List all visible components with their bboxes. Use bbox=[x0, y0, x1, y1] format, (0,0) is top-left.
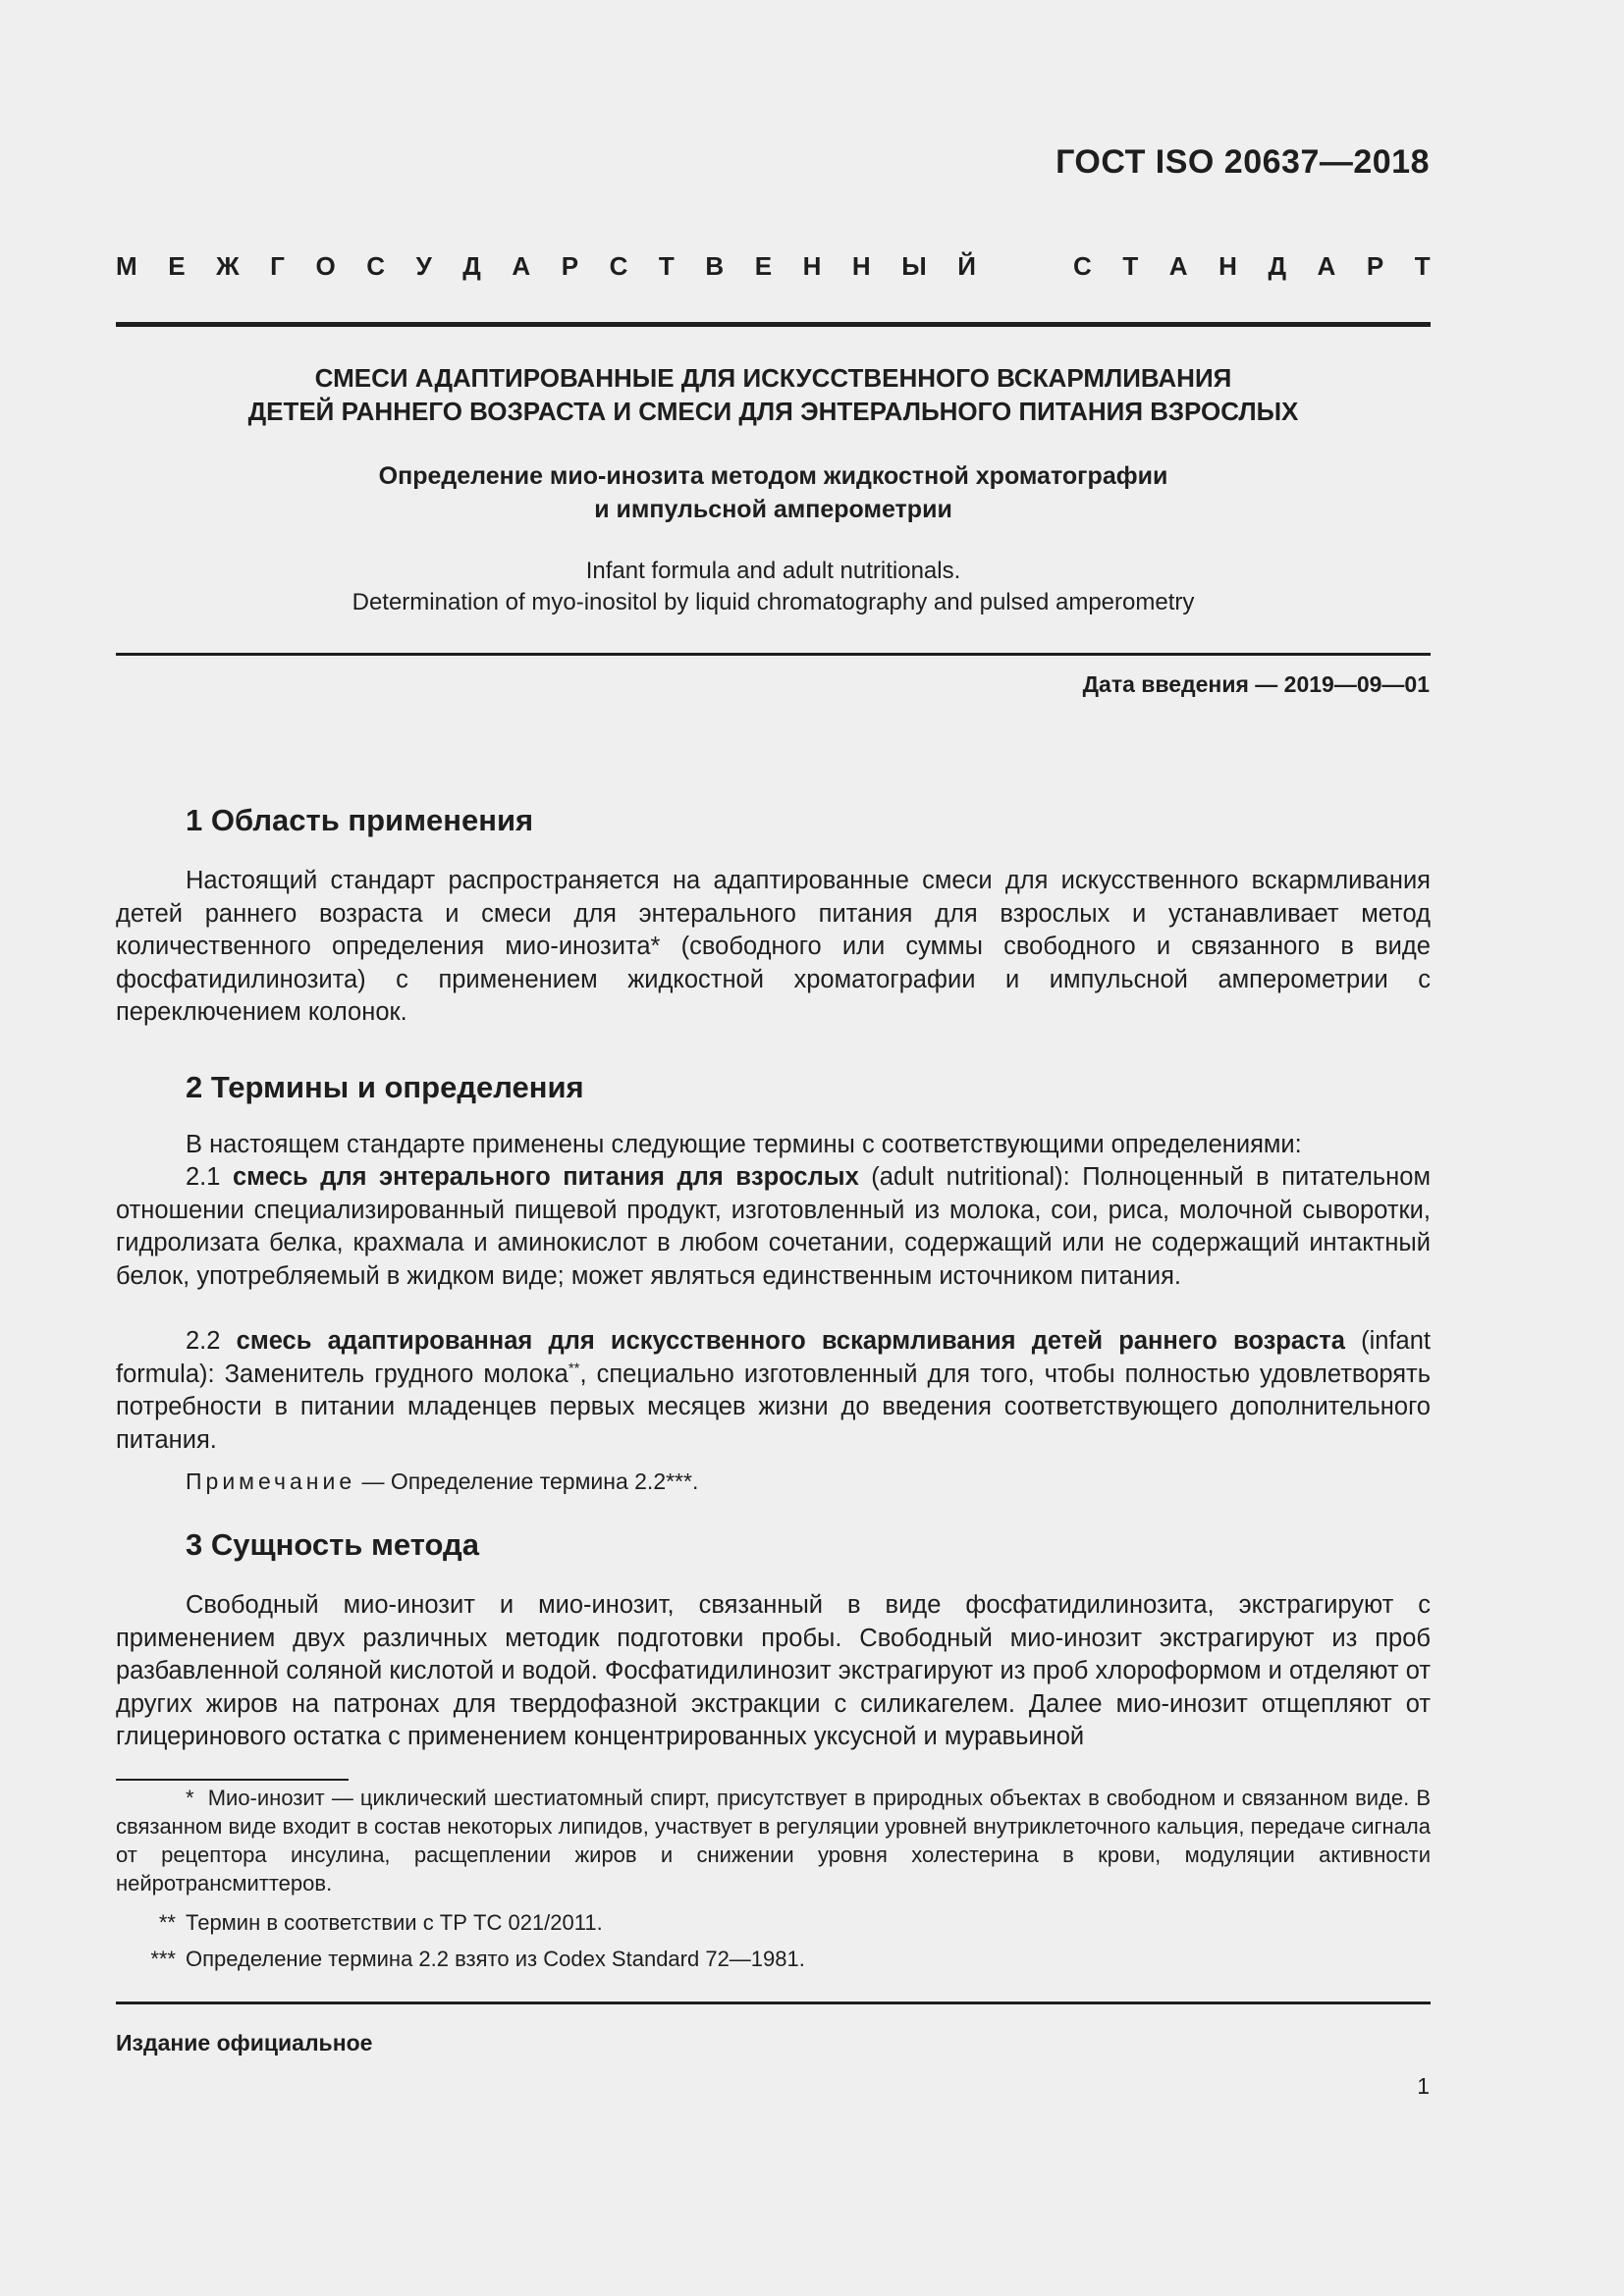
edition-label: Издание официальное bbox=[116, 2030, 373, 2056]
note-text: — Определение термина 2.2***. bbox=[355, 1468, 699, 1494]
interstate_word1-letter: Е bbox=[754, 251, 773, 281]
main-title bbox=[116, 361, 1431, 428]
interstate_word1-letter: О bbox=[315, 251, 336, 281]
english-title-line2: Determination of myo-inositol by liquid chromatography and pulsed amperometry bbox=[352, 589, 1195, 615]
footnote-1-text: Мио-инозит — циклический шестиатомный спирт, присутствует в природных объектах в свободном и связанном виде. В связанном виде входит в состав некоторых липидов, участвует в регуляции уровней внутриклеточного кальция, передаче сигнала от рецептора инсулина, расщеплении жиров и снижении уровня холестерина в крови, модуляции активности нейротрансмиттеров. bbox=[116, 1786, 1431, 1896]
top-divider bbox=[116, 322, 1431, 327]
term-2-2-definition-a: (infant formula): Заменитель грудного молока bbox=[116, 1327, 1431, 1388]
term-2-1-definition: (adult nutritional): Полноценный в питательном отношении специализированный пищевой продукт, изготовленный из молока, сои, риса, молочной сыворотки, гидролизата белка, крахмала и аминокислот в любом сочетании, содержащий или не содержащий интактный белок, употребляемый в жидком виде; может являться единственным источником питания. bbox=[116, 1163, 1431, 1290]
footnote-ref-2[interactable]: ** bbox=[568, 1360, 580, 1377]
interstate_word2-letter: Р bbox=[1366, 251, 1384, 281]
interstate_word2-letter: А bbox=[1168, 251, 1188, 281]
page-number: 1 bbox=[1417, 2073, 1430, 2099]
interstate_word2-letter: С bbox=[1073, 251, 1092, 281]
footnote-3 bbox=[116, 1945, 1431, 1973]
section-2-title: 2 Термины и определения bbox=[186, 1070, 584, 1104]
term-2-2-term: смесь адаптированная для искусственного вскармливания детей раннего возраста bbox=[236, 1327, 1345, 1355]
term-2-1 bbox=[116, 1161, 1431, 1293]
term-2-1-number: 2.1 bbox=[186, 1163, 221, 1191]
word-gap bbox=[1006, 251, 1042, 282]
footnote-divider bbox=[116, 1779, 349, 1781]
interstate_word1-letter: М bbox=[116, 251, 137, 281]
section-2-intro: В настоящем стандарте применены следующие термины с соответствующими определениями: bbox=[186, 1131, 1302, 1158]
footnote-2-mark: ** bbox=[158, 1910, 176, 1935]
interstate_word2-letter: Д bbox=[1268, 251, 1286, 281]
english-title-line1: Infant formula and adult nutritionals. bbox=[585, 558, 961, 584]
footer-divider bbox=[116, 2002, 1431, 2004]
section-3-title: 3 Сущность метода bbox=[186, 1527, 479, 1562]
footnote-2-text: Термин в соответствии с ТР ТС 021/2011. bbox=[186, 1910, 603, 1935]
term-2-2-number: 2.2 bbox=[186, 1327, 221, 1355]
interstate_word2-letter: Т bbox=[1414, 251, 1431, 281]
section-3-text: Свободный мио-инозит и мио-инозит, связанный в виде фосфатидилинозита, экстрагируют с применением двух различных методик подготовки пробы. Свободный мио-инозит экстрагируют из проб разбавленной соляной кислотой и водой. Фосфатидилинозит экстрагируют из проб хлороформом и отделяют от других жиров на патронах для твердофазной экстракции с силикагелем. Далее мио-инозит отщепляют от глицеринового остатка с применением концентрированных уксусной и муравьиной bbox=[116, 1591, 1431, 1751]
interstate_word1-letter: В bbox=[705, 251, 725, 281]
footnote-3-text: Определение термина 2.2 взято из Codex Standard 72—1981. bbox=[186, 1947, 805, 1971]
term-2-2-definition-b: , специально изготовленный для того, чтобы полностью удовлетворять потребности в питании младенцев первых месяцев жизни до введения соответствующего дополнительного питания. bbox=[116, 1360, 1431, 1454]
footnote-2 bbox=[116, 1908, 1431, 1937]
interstate_word1-letter: Н bbox=[851, 251, 871, 281]
interstate_word2-letter: Т bbox=[1122, 251, 1139, 281]
introduction-date: Дата введения — 2019—09—01 bbox=[1082, 671, 1430, 697]
interstate_word1-letter: С bbox=[366, 251, 386, 281]
section-1-title: 1 Область применения bbox=[186, 803, 534, 837]
standard-number: ГОСТ ISO 20637—2018 bbox=[1056, 143, 1430, 181]
interstate_word1-letter: А bbox=[512, 251, 531, 281]
footnote-3-mark: *** bbox=[150, 1947, 176, 1971]
interstate-standard-heading bbox=[116, 251, 1431, 282]
interstate_word1-letter: Р bbox=[561, 251, 579, 281]
term-2-2 bbox=[116, 1325, 1431, 1457]
interstate_word1-letter: Е bbox=[168, 251, 186, 281]
interstate_word2-letter: Н bbox=[1218, 251, 1237, 281]
sub-title-line2: и импульсной амперометрии bbox=[594, 496, 952, 523]
interstate_word1-letter: Д bbox=[462, 251, 481, 281]
interstate_word2-letter: А bbox=[1317, 251, 1336, 281]
interstate_word1-letter: Г bbox=[270, 251, 285, 281]
main-title-line1: СМЕСИ АДАПТИРОВАННЫЕ ДЛЯ ИСКУССТВЕННОГО ВСКАРМЛИВАНИЯ bbox=[314, 363, 1232, 393]
footnote-1 bbox=[116, 1784, 1431, 1897]
interstate_word1-letter: С bbox=[609, 251, 628, 281]
sub-title-line1: Определение мио-инозита методом жидкостной хроматографии bbox=[378, 462, 1168, 490]
english-title bbox=[116, 556, 1431, 618]
footnote-1-mark: * bbox=[186, 1786, 194, 1810]
sub-title bbox=[116, 459, 1431, 526]
title-divider bbox=[116, 653, 1431, 656]
interstate_word1-letter: Й bbox=[957, 251, 976, 281]
term-2-1-term: смесь для энтерального питания для взрослых bbox=[232, 1163, 859, 1191]
interstate_word1-letter: Ы bbox=[901, 251, 927, 281]
interstate_word1-letter: Т bbox=[658, 251, 675, 281]
section-1-text: Настоящий стандарт распространяется на адаптированные смеси для искусственного вскармливания детей раннего возраста и смеси для энтерального питания для взрослых и устанавливает метод количественного определения мио-инозита* (свободного или суммы свободного и связанного в виде фосфатидилинозита) с применением жидкостной хроматографии и импульсной амперометрии с переключением колонок. bbox=[116, 867, 1431, 1027]
interstate_word1-letter: Ж bbox=[216, 251, 240, 281]
note bbox=[186, 1468, 698, 1495]
note-label: Примечание bbox=[186, 1468, 356, 1494]
interstate_word1-letter: У bbox=[415, 251, 432, 281]
interstate_word1-letter: Н bbox=[802, 251, 822, 281]
main-title-line2: ДЕТЕЙ РАННЕГО ВОЗРАСТА И СМЕСИ ДЛЯ ЭНТЕРАЛЬНОГО ПИТАНИЯ ВЗРОСЛЫХ bbox=[247, 397, 1299, 426]
